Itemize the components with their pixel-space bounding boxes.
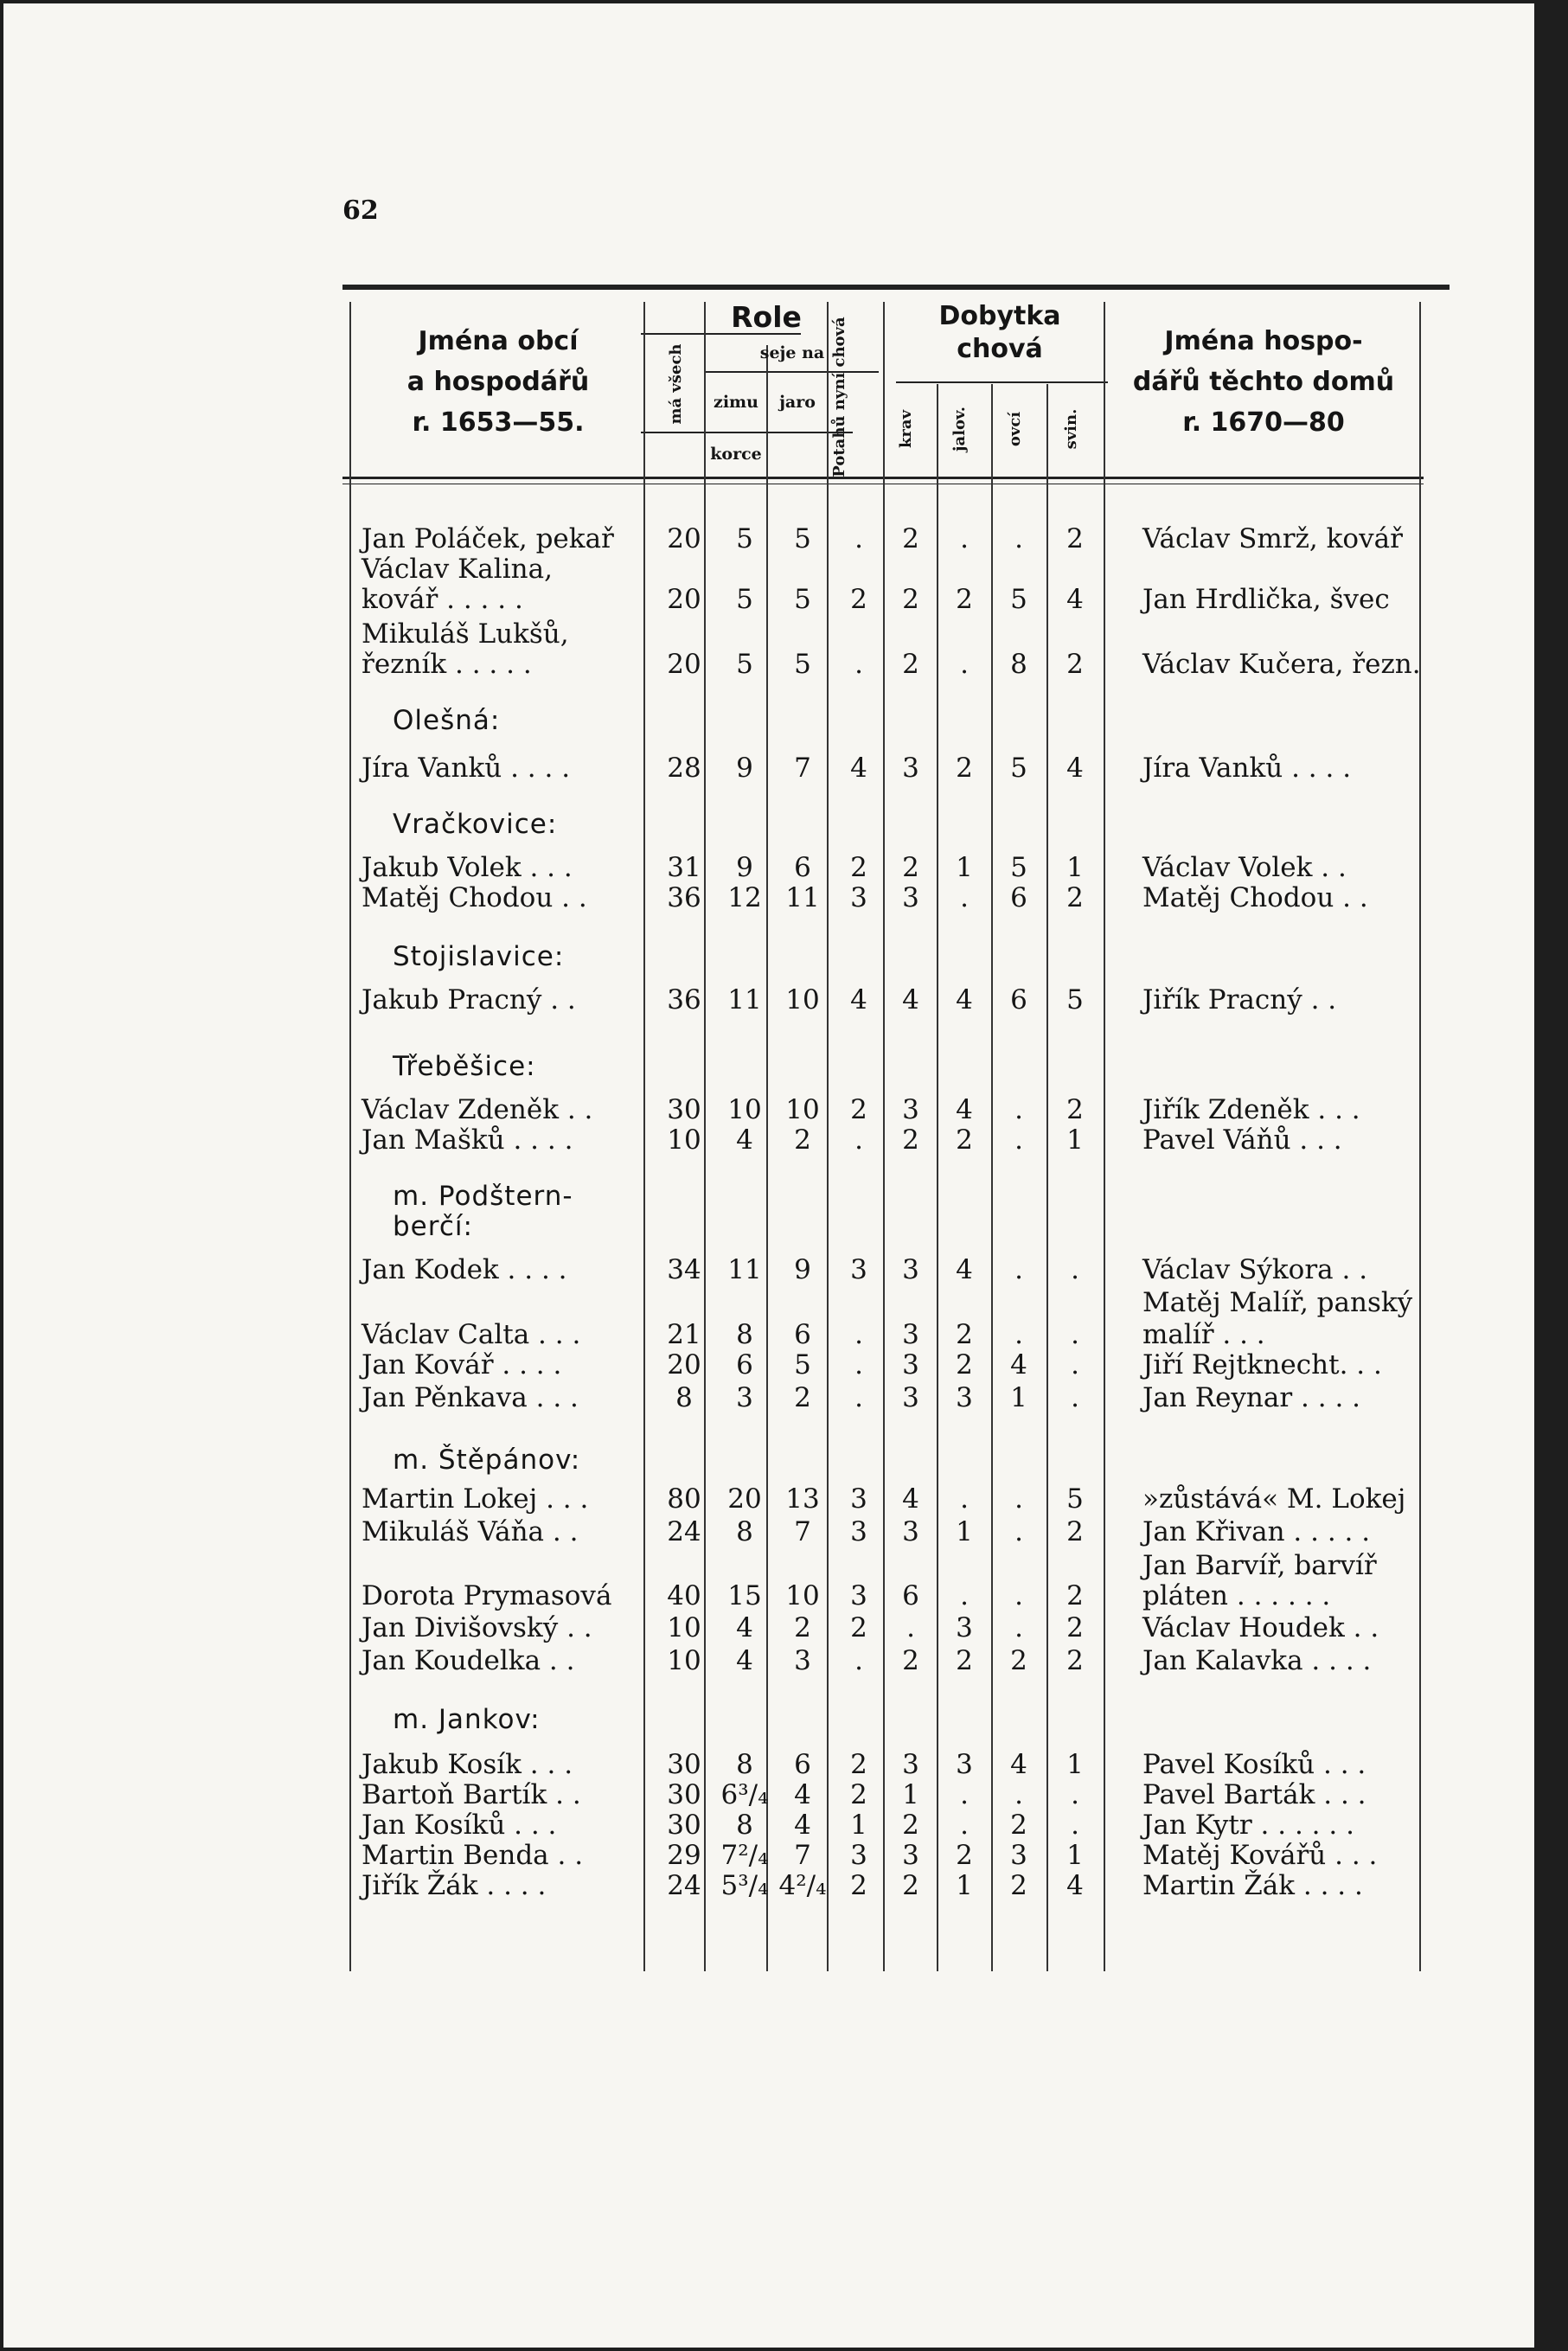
header-korce: korce — [710, 445, 762, 464]
cell-jal: 2 — [956, 753, 973, 784]
cell-krav: 2 — [902, 852, 919, 883]
cell-jal: . — [960, 1779, 969, 1810]
cell-vsech: 34 — [667, 1254, 701, 1285]
table-row — [342, 648, 1424, 681]
cell-jal: 1 — [956, 1870, 973, 1901]
cell-krav: 3 — [902, 1319, 919, 1350]
cell-pot: 2 — [850, 852, 867, 883]
header-role: Role — [731, 300, 802, 334]
cell-pot: 4 — [850, 984, 867, 1015]
cell-krav: 2 — [902, 584, 919, 615]
cell-vsech: 30 — [667, 1810, 701, 1841]
cell-vsech: 31 — [667, 852, 701, 883]
cell-krav: 1 — [902, 1779, 919, 1810]
cell-pot: 3 — [850, 1483, 867, 1515]
cell-pot: 3 — [850, 882, 867, 913]
table-row — [342, 1515, 1424, 1548]
cell-zimu: 8 — [736, 1749, 753, 1780]
cell-krav: 2 — [902, 523, 919, 554]
cell-vsech: 8 — [675, 1382, 693, 1413]
cell-svin: 5 — [1066, 984, 1084, 1015]
village-jankov: m. Jankov: — [393, 1704, 541, 1735]
table-row — [342, 1778, 1424, 1811]
cell-krav: 3 — [902, 1094, 919, 1125]
header-left-line-1: Jména obcí — [418, 326, 579, 356]
cell-name: Bartoň Bartík . . — [362, 1779, 581, 1810]
cell-jal: 2 — [956, 1645, 973, 1676]
header-vsech: má všech — [667, 343, 685, 425]
table-row — [342, 1253, 1424, 1286]
cell-new: Martin Žák . . . . — [1142, 1870, 1363, 1901]
cell-jal: 3 — [956, 1382, 973, 1413]
cell-krav: 2 — [902, 649, 919, 680]
cell-jaro: 6 — [794, 852, 811, 883]
table-row — [342, 1644, 1424, 1677]
table-row — [342, 851, 1424, 884]
dobytka-underline — [896, 381, 1108, 383]
cell-ovci: 6 — [1010, 882, 1027, 913]
header-jaro: jaro — [779, 393, 816, 412]
cell-pot: 3 — [850, 1516, 867, 1547]
cell-new: Jiří Rejtknecht. . . — [1142, 1349, 1382, 1380]
cell-svin: 5 — [1066, 1483, 1084, 1515]
cell-krav: 4 — [902, 1483, 919, 1515]
header-ovci: ovcí — [1006, 411, 1024, 447]
cell-zimu: 8 — [736, 1319, 753, 1350]
cell-svin: 1 — [1066, 1124, 1084, 1156]
table-row — [342, 1286, 1424, 1319]
cell-jal: . — [960, 1810, 969, 1841]
cell-jaro: 13 — [785, 1483, 820, 1515]
header-right-line-2: dářů těchto domů — [1132, 367, 1395, 397]
cell-vsech: 20 — [667, 584, 701, 615]
cell-jaro: 10 — [785, 984, 820, 1015]
cell-new: Jan Křivan . . . . . — [1142, 1516, 1371, 1547]
cell-pot: 2 — [850, 584, 867, 615]
cell-name: Jan Kodek . . . . — [362, 1254, 567, 1285]
table-row — [342, 881, 1424, 914]
cell-svin: 2 — [1066, 523, 1084, 554]
table-row — [342, 1318, 1424, 1351]
header-left-line-2: a hospodářů — [406, 367, 590, 397]
header-jalov: jalov. — [950, 407, 969, 452]
cell-ovci: 3 — [1010, 1840, 1027, 1871]
table-row — [342, 1579, 1424, 1612]
data-table — [342, 285, 1424, 1971]
cell-svin: 2 — [1066, 1094, 1084, 1125]
table-row — [342, 983, 1424, 1016]
cell-jaro: 10 — [785, 1580, 820, 1611]
cell-pot: 2 — [850, 1779, 867, 1810]
cell-new: pláten . . . . . . — [1142, 1580, 1331, 1611]
cell-new: Václav Sýkora . . — [1142, 1254, 1368, 1285]
table-row — [342, 752, 1424, 785]
top-rule — [342, 285, 1450, 290]
cell-zimu: 11 — [727, 1254, 762, 1285]
header-left-line-3: r. 1653—55. — [412, 407, 585, 438]
cell-name: Jan Mašků . . . . — [362, 1124, 573, 1156]
cell-ovci: 2 — [1010, 1870, 1027, 1901]
cell-krav: 2 — [902, 1810, 919, 1841]
cell-svin: . — [1071, 1810, 1079, 1841]
cell-pot: 1 — [850, 1810, 867, 1841]
table-row — [342, 1611, 1424, 1644]
table-row — [342, 522, 1424, 555]
cell-zimu: 8 — [736, 1516, 753, 1547]
cell-name: Václav Zdeněk . . — [362, 1094, 593, 1125]
cell-name: Mikuláš Váňa . . — [362, 1516, 579, 1547]
cell-krav: 6 — [902, 1580, 919, 1611]
cell-name: Jan Koudelka . . — [362, 1645, 575, 1676]
header-potahu: Potahů nyní chová — [830, 317, 848, 477]
table-row — [342, 1869, 1424, 1902]
cell-name: Matěj Chodou . . — [362, 882, 587, 913]
cell-jaro: 6 — [794, 1319, 811, 1350]
cell-svin: . — [1071, 1779, 1079, 1810]
cell-pot: 3 — [850, 1254, 867, 1285]
cell-jal: 4 — [956, 1094, 973, 1125]
cell-svin: 2 — [1066, 882, 1084, 913]
cell-jal: . — [960, 1483, 969, 1515]
cell-ovci: 2 — [1010, 1645, 1027, 1676]
cell-jal: 1 — [956, 1516, 973, 1547]
cell-svin: . — [1071, 1254, 1079, 1285]
header-right-line-3: r. 1670—80 — [1182, 407, 1345, 438]
cell-zimu: 8 — [736, 1810, 753, 1841]
village-trebesice: Třeběšice: — [393, 1051, 536, 1082]
cell-jal: 3 — [956, 1749, 973, 1780]
cell-jal: 2 — [956, 584, 973, 615]
cell-vsech: 80 — [667, 1483, 701, 1515]
cell-zimu: 11 — [727, 984, 762, 1015]
cell-jaro: 4 — [794, 1779, 811, 1810]
cell-jaro: 11 — [785, 882, 820, 913]
cell-jaro: 2 — [794, 1612, 811, 1643]
table-row — [342, 1483, 1424, 1515]
cell-svin: 1 — [1066, 1749, 1084, 1780]
cell-zimu: 12 — [727, 882, 762, 913]
cell-pot: . — [854, 1382, 863, 1413]
cell-jal: 2 — [956, 1124, 973, 1156]
cell-krav: 2 — [902, 1645, 919, 1676]
cell-krav: 3 — [902, 1840, 919, 1871]
cell-pot: 2 — [850, 1094, 867, 1125]
cell-zimu: 9 — [736, 753, 753, 784]
cell-name: Jakub Kosík . . . — [362, 1749, 573, 1780]
cell-new: Pavel Váňů . . . — [1142, 1124, 1342, 1156]
cell-pot: . — [854, 1349, 863, 1380]
table-row — [342, 553, 1424, 586]
cell-jal: . — [960, 649, 969, 680]
cell-svin: 2 — [1066, 1612, 1084, 1643]
cell-jal: 2 — [956, 1319, 973, 1350]
cell-vsech: 30 — [667, 1094, 701, 1125]
cell-svin: 4 — [1066, 584, 1084, 615]
cell-svin: 4 — [1066, 1870, 1084, 1901]
cell-vsech: 10 — [667, 1645, 701, 1676]
cell-jaro: 4²/₄ — [778, 1870, 827, 1901]
table-row — [342, 1093, 1424, 1126]
cell-jaro: 3 — [794, 1645, 811, 1676]
cell-jaro: 5 — [794, 649, 811, 680]
cell-name: Martin Benda . . — [362, 1840, 584, 1871]
cell-jal: . — [960, 523, 969, 554]
cell-name: Jan Pěnkava . . . — [362, 1382, 579, 1413]
cell-krav: 3 — [902, 1382, 919, 1413]
cell-ovci: . — [1014, 1254, 1023, 1285]
cell-new: Václav Smrž, kovář — [1142, 523, 1403, 554]
cell-vsech: 20 — [667, 1349, 701, 1380]
cell-zimu: 4 — [736, 1645, 753, 1676]
cell-ovci: . — [1014, 1580, 1023, 1611]
header-chova-line: chová — [957, 334, 1043, 364]
cell-krav: 4 — [902, 984, 919, 1015]
cell-ovci: 6 — [1010, 984, 1027, 1015]
cell-krav: 3 — [902, 753, 919, 784]
cell-jal: 3 — [956, 1612, 973, 1643]
cell-new: Pavel Barták . . . — [1142, 1779, 1366, 1810]
cell-zimu: 10 — [727, 1094, 762, 1125]
cell-new: Jiřík Pracný . . — [1142, 984, 1337, 1015]
cell-krav: 3 — [902, 1349, 919, 1380]
cell-svin: 4 — [1066, 753, 1084, 784]
cell-pot: 2 — [850, 1870, 867, 1901]
cell-ovci: . — [1014, 1779, 1023, 1810]
cell-new: Jíra Vanků . . . . — [1142, 753, 1352, 784]
cell-name: Jan Poláček, pekař — [362, 523, 614, 554]
cell-new: Jiřík Zdeněk . . . — [1142, 1094, 1360, 1125]
cell-ovci: . — [1014, 1483, 1023, 1515]
cell-new: Matěj Malíř, panský — [1142, 1287, 1413, 1318]
cell-vsech: 20 — [667, 649, 701, 680]
cell-zimu: 4 — [736, 1612, 753, 1643]
cell-jaro: 9 — [794, 1254, 811, 1285]
cell-new: Václav Volek . . — [1142, 852, 1347, 883]
cell-vsech: 10 — [667, 1612, 701, 1643]
village-vrackovice: Vračkovice: — [393, 809, 558, 840]
cell-vsech: 40 — [667, 1580, 701, 1611]
cell-krav: 3 — [902, 1254, 919, 1285]
cell-zimu: 15 — [727, 1580, 762, 1611]
cell-ovci: 5 — [1010, 584, 1027, 615]
cell-name: Václav Kalina, — [362, 554, 553, 585]
cell-name: Jakub Pracný . . — [362, 984, 576, 1015]
cell-new: malíř . . . — [1142, 1319, 1265, 1350]
cell-svin: 2 — [1066, 1580, 1084, 1611]
cell-jaro: 4 — [794, 1810, 811, 1841]
cell-svin: 2 — [1066, 1645, 1084, 1676]
table-row — [342, 1124, 1424, 1156]
cell-vsech: 10 — [667, 1124, 701, 1156]
cell-pot: . — [854, 649, 863, 680]
cell-name: Martin Lokej . . . — [362, 1483, 589, 1515]
cell-jaro: 7 — [794, 1516, 811, 1547]
cell-ovci: 1 — [1010, 1382, 1027, 1413]
cell-svin: . — [1071, 1319, 1079, 1350]
cell-new: Jan Kalavka . . . . — [1142, 1645, 1372, 1676]
cell-name: Václav Calta . . . — [362, 1319, 581, 1350]
cell-pot: . — [854, 1645, 863, 1676]
village-olesna: Olešná: — [393, 705, 501, 736]
cell-pot: . — [854, 523, 863, 554]
cell-new: Jan Kytr . . . . . . — [1142, 1810, 1354, 1841]
cell-svin: 2 — [1066, 649, 1084, 680]
cell-name: Jan Kosíků . . . — [362, 1810, 557, 1841]
header-krav: krav — [897, 409, 915, 449]
cell-pot: 2 — [850, 1612, 867, 1643]
cell-name: Mikuláš Lukšů, — [362, 618, 569, 650]
cell-jaro: 5 — [794, 584, 811, 615]
cell-vsech: 36 — [667, 882, 701, 913]
table-row — [342, 1839, 1424, 1872]
table-row — [342, 1809, 1424, 1842]
table-row — [342, 618, 1424, 650]
table-row — [342, 583, 1424, 616]
cell-jal: . — [960, 1580, 969, 1611]
header-dobytka-line: Dobytka — [938, 301, 1061, 331]
cell-jaro: 7 — [794, 1840, 811, 1871]
cell-new: Jan Barvíř, barvíř — [1142, 1550, 1377, 1581]
cell-jaro: 2 — [794, 1382, 811, 1413]
header-svin: svin. — [1062, 408, 1080, 450]
cell-new: Jan Hrdlička, švec — [1142, 584, 1390, 615]
cell-jal: 4 — [956, 1254, 973, 1285]
cell-ovci: 8 — [1010, 649, 1027, 680]
cell-name: Jan Kovář . . . . — [362, 1349, 562, 1380]
cell-jaro: 5 — [794, 523, 811, 554]
cell-zimu: 3 — [736, 1382, 753, 1413]
cell-ovci: . — [1014, 1094, 1023, 1125]
cell-new: Matěj Kovářů . . . — [1142, 1840, 1378, 1871]
table-row — [342, 1748, 1424, 1781]
cell-jaro: 6 — [794, 1749, 811, 1780]
page-number: 62 — [342, 195, 379, 226]
cell-zimu: 5 — [736, 523, 753, 554]
cell-name: Dorota Prymasová — [362, 1580, 612, 1611]
cell-pot: . — [854, 1319, 863, 1350]
cell-vsech: 30 — [667, 1749, 701, 1780]
cell-new: Václav Kučera, řezn. — [1142, 649, 1421, 680]
village-stojislavice: Stojislavice: — [393, 941, 565, 972]
cell-new: Matěj Chodou . . — [1142, 882, 1368, 913]
cell-vsech: 21 — [667, 1319, 701, 1350]
cell-ovci: 5 — [1010, 753, 1027, 784]
header-right-line-1: Jména hospo- — [1164, 326, 1363, 356]
cell-svin: . — [1071, 1349, 1079, 1380]
cell-zimu: 9 — [736, 852, 753, 883]
village-podsternberci-2: berčí: — [393, 1211, 473, 1242]
cell-ovci: . — [1014, 1124, 1023, 1156]
cell-svin: 1 — [1066, 1840, 1084, 1871]
cell-krav: 3 — [902, 882, 919, 913]
cell-krav: . — [906, 1612, 915, 1643]
cell-vsech: 29 — [667, 1840, 701, 1871]
cell-pot: 2 — [850, 1749, 867, 1780]
cell-zimu: 5³/₄ — [720, 1870, 769, 1901]
cell-name: Jan Divišovský . . — [362, 1612, 592, 1643]
cell-name: kovář . . . . . — [362, 584, 523, 615]
cell-pot: 4 — [850, 753, 867, 784]
table-row — [342, 1348, 1424, 1381]
cell-jal: . — [960, 882, 969, 913]
cell-new: Jan Reynar . . . . — [1142, 1382, 1361, 1413]
cell-jal: 2 — [956, 1840, 973, 1871]
cell-new: Václav Houdek . . — [1142, 1612, 1379, 1643]
cell-pot: 3 — [850, 1580, 867, 1611]
book-page — [3, 3, 1534, 2348]
table-row — [342, 1381, 1424, 1414]
cell-ovci: 5 — [1010, 852, 1027, 883]
cell-ovci: . — [1014, 1516, 1023, 1547]
cell-jal: 4 — [956, 984, 973, 1015]
cell-zimu: 5 — [736, 649, 753, 680]
cell-krav: 2 — [902, 1870, 919, 1901]
cell-krav: 2 — [902, 1124, 919, 1156]
cell-zimu: 20 — [727, 1483, 762, 1515]
table-row — [342, 1549, 1424, 1582]
cell-ovci: 4 — [1010, 1349, 1027, 1380]
cell-zimu: 4 — [736, 1124, 753, 1156]
cell-pot: . — [854, 1124, 863, 1156]
cell-name: Jakub Volek . . . — [362, 852, 573, 883]
cell-jaro: 2 — [794, 1124, 811, 1156]
cell-zimu: 6³/₄ — [720, 1779, 769, 1810]
cell-jaro: 5 — [794, 1349, 811, 1380]
cell-jaro: 7 — [794, 753, 811, 784]
cell-name: Jíra Vanků . . . . — [362, 753, 571, 784]
cell-svin: 1 — [1066, 852, 1084, 883]
cell-svin: . — [1071, 1382, 1079, 1413]
cell-svin: 2 — [1066, 1516, 1084, 1547]
header-dobytka — [896, 300, 1104, 366]
header-zimu: zimu — [714, 393, 758, 412]
cell-zimu: 5 — [736, 584, 753, 615]
cell-new: »zůstává« M. Lokej — [1142, 1483, 1406, 1515]
cell-ovci: . — [1014, 1612, 1023, 1643]
header-right — [1108, 321, 1419, 443]
cell-zimu: 6 — [736, 1349, 753, 1380]
header-left — [360, 321, 637, 443]
cell-zimu: 7²/₄ — [720, 1840, 769, 1871]
village-podsternberci-1: m. Podštern- — [393, 1181, 573, 1212]
cell-ovci: . — [1014, 523, 1023, 554]
cell-ovci: 4 — [1010, 1749, 1027, 1780]
cell-jal: 1 — [956, 852, 973, 883]
cell-vsech: 20 — [667, 523, 701, 554]
cell-ovci: 2 — [1010, 1810, 1027, 1841]
cell-vsech: 24 — [667, 1870, 701, 1901]
cell-krav: 3 — [902, 1749, 919, 1780]
cell-vsech: 30 — [667, 1779, 701, 1810]
cell-jal: 2 — [956, 1349, 973, 1380]
cell-ovci: . — [1014, 1319, 1023, 1350]
cell-vsech: 36 — [667, 984, 701, 1015]
header-seje-na: seje na — [759, 343, 825, 362]
cell-jaro: 10 — [785, 1094, 820, 1125]
cell-new: Pavel Kosíků . . . — [1142, 1749, 1366, 1780]
cell-pot: 3 — [850, 1840, 867, 1871]
cell-krav: 3 — [902, 1516, 919, 1547]
cell-vsech: 28 — [667, 753, 701, 784]
village-stepanov: m. Štěpánov: — [393, 1445, 581, 1476]
cell-vsech: 24 — [667, 1516, 701, 1547]
cell-name: řezník . . . . . — [362, 649, 532, 680]
cell-name: Jiřík Žák . . . . — [362, 1870, 547, 1901]
